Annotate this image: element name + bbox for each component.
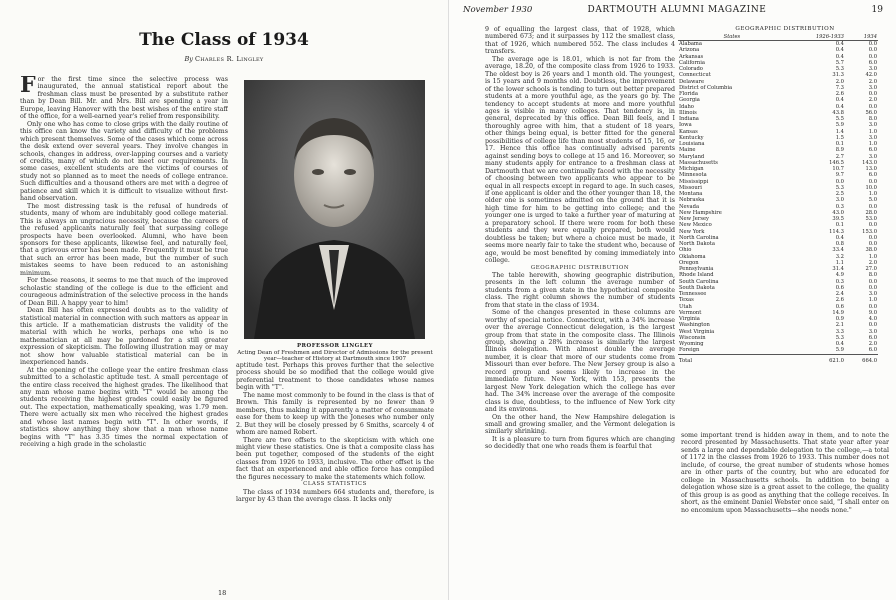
state-cell: Maryland <box>679 153 705 160</box>
state-cell: Washington <box>679 322 710 329</box>
paragraph: Only one who has come to close grips with the daily routine of this office can know the variety and difficulty of the problems which present themselves. Some of the cases which come across the desk extend over several years. They involve changes in schools, changes in address, over-lapping courses and a variety of credits, many of which do not meet our requirements. In some cases, excellent students are the victims of courses of study not so planned as to meet the needs of college entrance. Such difficulties and a thousand others are met with a degree of patience and skill which it is difficult to visualize without first-hand observation. <box>20 120 228 203</box>
average-cell: 1.4 <box>835 128 844 135</box>
average-cell: 2.6 <box>835 91 844 97</box>
average-cell: 14.9 <box>832 309 844 316</box>
average-cell: 2.6 <box>835 297 844 304</box>
average-cell: 7.3 <box>835 84 844 91</box>
average-cell: 0.6 <box>835 284 844 291</box>
state-cell: Maine <box>679 147 696 154</box>
average-cell: 0.4 <box>835 234 844 241</box>
class-1934-cell: 6.0 <box>868 334 877 341</box>
class-1934-cell: 1.0 <box>868 128 877 135</box>
page-number-left: 18 <box>218 589 227 597</box>
page-number-right: 19 <box>871 5 883 15</box>
photo-caption <box>236 343 434 363</box>
total-label: Total <box>678 354 786 364</box>
average-cell: 9.7 <box>835 172 844 179</box>
paragraph: For these reasons, it seems to me that much of the improved scholastic standing of the college is due to the efficient and courageous administration of the selective process in the hands of Dean Bill. A happy year to him! <box>20 277 228 307</box>
class-1934-cell: 0.0 <box>868 222 877 229</box>
middle-column <box>236 362 434 584</box>
column-header-average: 1926-1933 <box>786 34 845 41</box>
table-row <box>678 41 878 48</box>
class-1934-cell: 3.0 <box>868 122 877 129</box>
average-cell: 0.3 <box>835 203 844 210</box>
left-column <box>20 76 228 596</box>
average-cell: 1.1 <box>835 259 844 266</box>
state-cell: Kansas <box>679 128 698 135</box>
average-cell: 0.4 <box>835 103 844 110</box>
state-cell: Iowa <box>679 122 692 129</box>
running-head <box>457 5 889 19</box>
portrait-illustration <box>244 80 425 339</box>
right-text-column <box>485 26 675 596</box>
magazine-title: DARTMOUTH ALUMNI MAGAZINE <box>587 5 767 15</box>
class-1934-cell: 6.0 <box>868 172 877 179</box>
average-cell: 5.9 <box>835 347 844 354</box>
average-cell: 3.3 <box>835 328 844 335</box>
class-1934-cell: 53.0 <box>865 216 877 222</box>
class-1934-cell: 3.0 <box>868 328 877 335</box>
average-cell: 0.0 <box>835 178 844 185</box>
average-cell: 5.3 <box>835 184 844 191</box>
state-cell: Ohio <box>679 247 692 254</box>
average-cell: 0.8 <box>835 241 844 247</box>
state-cell: South Carolina <box>679 278 719 285</box>
state-cell: Arizona <box>679 47 700 54</box>
byline-prefix: By <box>184 55 193 63</box>
column-header-states: States <box>678 34 786 41</box>
state-cell: District of Columbia <box>679 84 733 91</box>
average-cell: 2.5 <box>835 191 844 197</box>
state-cell: Michigan <box>679 166 704 172</box>
average-cell: 0.4 <box>835 41 844 47</box>
table-body <box>678 41 878 355</box>
class-1934-cell: 1.0 <box>868 253 877 260</box>
state-cell: Arkansas <box>679 53 704 60</box>
class-1934-cell: 3.0 <box>868 153 877 160</box>
paragraph: It is a pleasure to turn from figures which are changing so decidedly that one who reads them is fearful that <box>485 435 675 451</box>
average-cell: 4.9 <box>835 272 844 279</box>
class-1934-cell: 4.0 <box>868 316 877 322</box>
average-cell: 0.6 <box>835 303 844 310</box>
class-1934-cell: 2.0 <box>868 341 877 347</box>
average-cell: 5.3 <box>835 66 844 72</box>
state-cell: West Virginia <box>679 328 715 335</box>
class-1934-cell: 38.0 <box>865 247 877 254</box>
average-cell: 39.5 <box>832 216 844 222</box>
average-cell: 0.4 <box>835 341 844 347</box>
state-cell: Minnesota <box>679 172 707 179</box>
class-1934-cell: 0.0 <box>868 241 877 247</box>
average-cell: 2.4 <box>835 291 844 297</box>
class-1934-cell: 3.0 <box>868 84 877 91</box>
state-cell: New Mexico <box>679 222 712 229</box>
total-1934: 664.0 <box>845 354 878 364</box>
class-1934-cell: 2.0 <box>868 78 877 85</box>
state-cell: Oklahoma <box>679 253 706 260</box>
state-cell: Rhode Island <box>679 272 714 279</box>
average-cell: 2.7 <box>835 153 844 160</box>
paragraph: aptitude test. Perhaps this proves further that the selective process should be so modified that the college would give preferential treatment to those candidates whose names begin with "T". <box>236 362 434 392</box>
state-cell: Tennessee <box>679 291 707 297</box>
state-cell: North Carolina <box>679 234 719 241</box>
class-1934-cell: 0.0 <box>868 303 877 310</box>
column-header-1934: 1934 <box>845 34 878 41</box>
average-cell: 5.5 <box>835 116 844 122</box>
class-1934-cell: 13.0 <box>865 166 877 172</box>
average-cell: 0.1 <box>835 141 844 147</box>
byline <box>0 55 448 63</box>
state-cell: Delaware <box>679 78 705 85</box>
average-cell: 43.8 <box>832 109 844 116</box>
average-cell: 43.0 <box>832 209 844 216</box>
total-average: 621.0 <box>786 354 845 364</box>
state-cell: Massachusetts <box>679 159 718 166</box>
issue-date: November 1930 <box>463 5 533 15</box>
state-cell: Wyoming <box>679 341 704 347</box>
state-cell: Utah <box>679 303 692 310</box>
average-cell: 31.4 <box>832 266 844 272</box>
state-cell: Kentucky <box>679 134 704 141</box>
class-1934-cell: 1.0 <box>868 191 877 197</box>
class-1934-cell: 5.0 <box>868 197 877 204</box>
paragraph: On the other hand, the New Hampshire delegation is small and growing smaller, and the Vermont delegation is similarly shrinking. <box>485 413 675 436</box>
paragraph: 9 of equalling the largest class, that of 1928, which numbered 673; and it surpasses by 112 the smallest class, that of 1926, which numbered 552. The class includes 4 transfers. <box>485 26 675 56</box>
average-cell: 3.2 <box>835 253 844 260</box>
class-1934-cell: 0.0 <box>868 203 877 210</box>
far-right-column <box>681 432 889 592</box>
average-cell: 2.0 <box>835 78 844 85</box>
class-1934-cell: 1.0 <box>868 297 877 304</box>
state-cell: Louisiana <box>679 141 705 147</box>
state-cell: Mississippi <box>679 178 709 185</box>
state-cell: Idaho <box>679 103 694 110</box>
class-1934-cell: 3.0 <box>868 66 877 72</box>
drop-cap: F <box>20 76 36 98</box>
class-1934-cell: 0.0 <box>868 284 877 291</box>
class-1934-cell: 42.0 <box>865 72 877 79</box>
average-cell: 2.1 <box>835 322 844 329</box>
table-row <box>678 347 878 354</box>
class-1934-cell: 153.0 <box>862 228 877 235</box>
class-1934-cell: 28.0 <box>865 209 877 216</box>
average-cell: 1.5 <box>835 134 844 141</box>
average-cell: 0.1 <box>835 222 844 229</box>
class-1934-cell: 8.0 <box>868 272 877 279</box>
average-cell: 5.3 <box>835 334 844 341</box>
class-1934-cell: 2.0 <box>868 259 877 266</box>
paragraph: or the first time since the selective process was inaugurated, the annual statistical report about the freshman class must be presented by a substitute rather than by Dean Bill. Mr. and Mrs. Bill are spending a year in Europe, leaving Hanover with the best wishes of the entire staff of the office, for a well-earned year's relief from responsibility. <box>20 76 228 121</box>
class-1934-cell: 10.0 <box>865 184 877 191</box>
class-1934-cell: 56.0 <box>865 109 877 116</box>
class-1934-cell: 0.0 <box>868 103 877 110</box>
class-1934-cell: 0.0 <box>868 322 877 329</box>
class-1934-cell: 0.0 <box>868 234 877 241</box>
average-cell: 3.0 <box>835 197 844 204</box>
state-cell: Nebraska <box>679 197 705 204</box>
state-cell: Vermont <box>679 309 702 316</box>
caption-heading: PROFESSOR LINGLEY <box>297 343 373 349</box>
state-cell: California <box>679 59 705 66</box>
average-cell: 0.3 <box>835 278 844 285</box>
class-1934-cell: 6.0 <box>868 147 877 154</box>
state-cell: New Jersey <box>679 216 709 222</box>
state-cell: Indiana <box>679 116 699 122</box>
state-cell: New York <box>679 228 705 235</box>
paragraph: some important trend is hidden away in them, and to note the record presented by Massachusetts. That state year after year sends a large and dependable delegation to the college,—a total of 1172 in the classes from 1926 to 1933. This number does not include, of course, the great number of students whose homes are in other parts of the country, but who are educated for college in Massachusetts schools. In addition to being a delegation whose size is a great asset to the college, the quality of this group is as good as anything that the college receives. In short, as the eminent Daniel Webster once said, "I shall enter on no encomium upon Massachusetts—she needs none." <box>681 432 889 514</box>
class-1934-cell: 0.0 <box>868 47 877 54</box>
average-cell: 0.9 <box>835 316 844 322</box>
class-1934-cell: 3.0 <box>868 134 877 141</box>
class-1934-cell: 6.0 <box>868 59 877 66</box>
portrait-photo <box>244 80 425 339</box>
average-cell: 33.4 <box>832 247 844 254</box>
average-cell: 8.9 <box>835 147 844 154</box>
state-cell: Nevada <box>679 203 700 210</box>
geographic-distribution-table <box>678 26 892 364</box>
state-cell: Georgia <box>679 97 700 104</box>
state-cell: Illinois <box>679 109 697 116</box>
class-1934-cell: 6.0 <box>868 347 877 354</box>
paragraph: There are two offsets to the skepticism with which one might view these statistics. One is that a composite class has been put together, composed of the students of the eight classes from 1926 to 1933, inclusive. The other offset is the fact that an experienced and able office force has compiled the figures necessary to make the statements which follow. <box>236 436 434 481</box>
paragraph: The average age is 18.01, which is not far from the average, 18.20, of the composite class from 1926 to 1933. The oldest boy is 26 years and 1 month old. The youngest, is 15 years and 9 months old. Doubtless, the improvement of the lower schools is tending to turn out better prepared students at a more youthful age, as the years go by. The tendency to accept students at more and more youthful ages is visible in many colleges. That tendency is, in general, deprecated by this office. Dean Bill feels, and I thoroughly agree with him, that a student of 18 years, other things being equal, is better fitted for the general possibilities of college life than most students of 15, 16, or 17. Hence this office has continually advised parents against sending boys to college at 15 and 16. Moreover, so many students apply for entrance to a freshman class at Dartmouth that we are continually faced with the necessity of choosing between two applicants who appear to be equal in all respects except in regard to age. In such cases, if one applicant is older and the other younger than 18, the older one is sometimes admitted on the ground that it is high time for him to be getting into college; and the younger one is urged to take a further year of maturing at a preparatory school. If there were room for both these students and they were equally prepared, both would doubtless be taken; but where a choice must be made, it seems more nearly fair to take the student who, because of age, would be most benefited by coming immediately into college. <box>485 55 675 265</box>
state-cell: North Dakota <box>679 241 715 247</box>
class-1934-cell: 143.0 <box>862 159 877 166</box>
class-1934-cell: 27.0 <box>865 266 877 272</box>
state-cell: Connecticut <box>679 72 711 79</box>
state-cell: Alabama <box>679 41 702 47</box>
average-cell: 0.4 <box>835 47 844 54</box>
section-heading-class-statistics: CLASS STATISTICS <box>303 481 367 488</box>
paragraph: The most distressing task is the refusal of hundreds of students, many of whom are indubitably good college material. This is always an ungracious necessity, because the careers of the refused applicants naturally feel that surpassing college prospects have been overlooked. Alumni, who have been sponsors for these applicants, likewise feel, and naturally feel, that a grievous error has been made. Frequently it must be true that such an error has been made, but the number of such mistakes seems to have been reduced to an astonishing minimum. <box>20 202 228 277</box>
class-1934-cell: 0.0 <box>868 91 877 97</box>
average-cell: 114.3 <box>829 228 844 235</box>
state-cell: Virginia <box>679 316 700 322</box>
class-1934-cell: 1.0 <box>868 141 877 147</box>
average-cell: 10.7 <box>832 166 844 172</box>
caption-text: Acting Dean of Freshmen and Director of Admissions for the present year—teacher of History at Dartmouth since 1907 <box>237 349 433 363</box>
table-total-row <box>678 354 878 364</box>
class-1934-cell: 9.0 <box>868 309 877 316</box>
state-cell: Missouri <box>679 184 702 191</box>
class-1934-cell: 8.0 <box>868 116 877 122</box>
paragraph: The class of 1934 numbers 664 students and, therefore, is larger by 43 than the average class. It lacks only <box>236 488 434 504</box>
average-cell: 0.4 <box>835 53 844 60</box>
section-heading-geographic: GEOGRAPHIC DISTRIBUTION <box>530 264 630 271</box>
state-cell: Wisconsin <box>679 334 706 341</box>
state-cell: Florida <box>679 91 698 97</box>
state-cell: Montana <box>679 191 703 197</box>
table-title: GEOGRAPHIC DISTRIBUTION <box>735 26 835 32</box>
class-1934-cell: 0.0 <box>868 53 877 60</box>
average-cell: 5.7 <box>835 59 844 66</box>
class-1934-cell: 0.0 <box>868 178 877 185</box>
paragraph: The table herewith, showing geographic distribution, presents in the left column the average number of students from a given state in the hypothetical composite class. The right column shows the number of students from that state in the class of 1934. <box>485 271 675 309</box>
paragraph: The name most commonly to be found in the class is that of Brown. This family is represented by no fewer than 9 members, thus making it apparently a matter of consummate ease for them to keep up with the Joneses who number only 2. But they will be closely pressed by 6 Smiths, scarcely 4 of whom are named Robert. <box>236 391 434 437</box>
class-1934-cell: 3.0 <box>868 291 877 297</box>
class-1934-cell: 0.0 <box>868 41 877 47</box>
state-cell: Texas <box>679 297 694 304</box>
state-cell: Pennsylvania <box>679 266 714 272</box>
state-cell: Oregon <box>679 259 699 266</box>
average-cell: 31.3 <box>832 72 844 79</box>
average-cell: 5.9 <box>835 122 844 129</box>
average-cell: 146.5 <box>829 159 844 166</box>
paragraph: At the opening of the college year the entire freshman class submitted to a scholastic aptitude test. A small percentage of the entire class received the highest grades. The likelihood that any man whose name begins with "T" would be among the students receiving the highest grades could easily be figured out. The expectation, mathematically speaking, was 1.79 men. There were actually six men who received the highest grades and whose last names begin with "T". In other words, if statistics show anything they show that a man whose name begins with "T" has 3.35 times the normal expectation of receiving a high grade in the scholastic <box>20 366 228 449</box>
state-cell: South Dakota <box>679 284 715 291</box>
class-1934-cell: 0.0 <box>868 278 877 285</box>
average-cell: 0.4 <box>835 97 844 104</box>
state-cell: Foreign <box>679 347 700 354</box>
author-name: Charles R. Lingley <box>195 55 264 63</box>
paragraph: Dean Bill has often expressed doubts as to the validity of statistical material in connection with such matters as appear in this article. If a mathematician distrusts the validity of the material with which he works, perhaps one who is no mathematician at all may be pardoned for a still greater expression of skepticism. The following illustration may or may not show how valuable statistical material can be in inexperienced hands. <box>20 307 228 367</box>
paragraph: Some of the changes presented in these columns are worthy of special notice. Connecticut, with a 34% increase over the average Connecticut delegation, is the largest group from that state in the composite class. The Illinois group, showing a 28% increase is similarly the largest Illinois delegation. With almost double the average number, it is clear that more of our students come from Missouri than ever before. The New Jersey group is also a record group and seems likely to increase in the immediate future. New York, with 153, presents the largest New York delegation which the college has ever had. The 34% increase over the average of the composite class is due, doubtless, to the influence of New York city and its environs. <box>485 309 675 414</box>
article-title: The Class of 1934 <box>139 30 309 50</box>
distribution-table <box>678 34 878 364</box>
state-cell: Colorado <box>679 66 703 72</box>
class-1934-cell: 2.0 <box>868 97 877 104</box>
state-cell: New Hampshire <box>679 209 722 216</box>
